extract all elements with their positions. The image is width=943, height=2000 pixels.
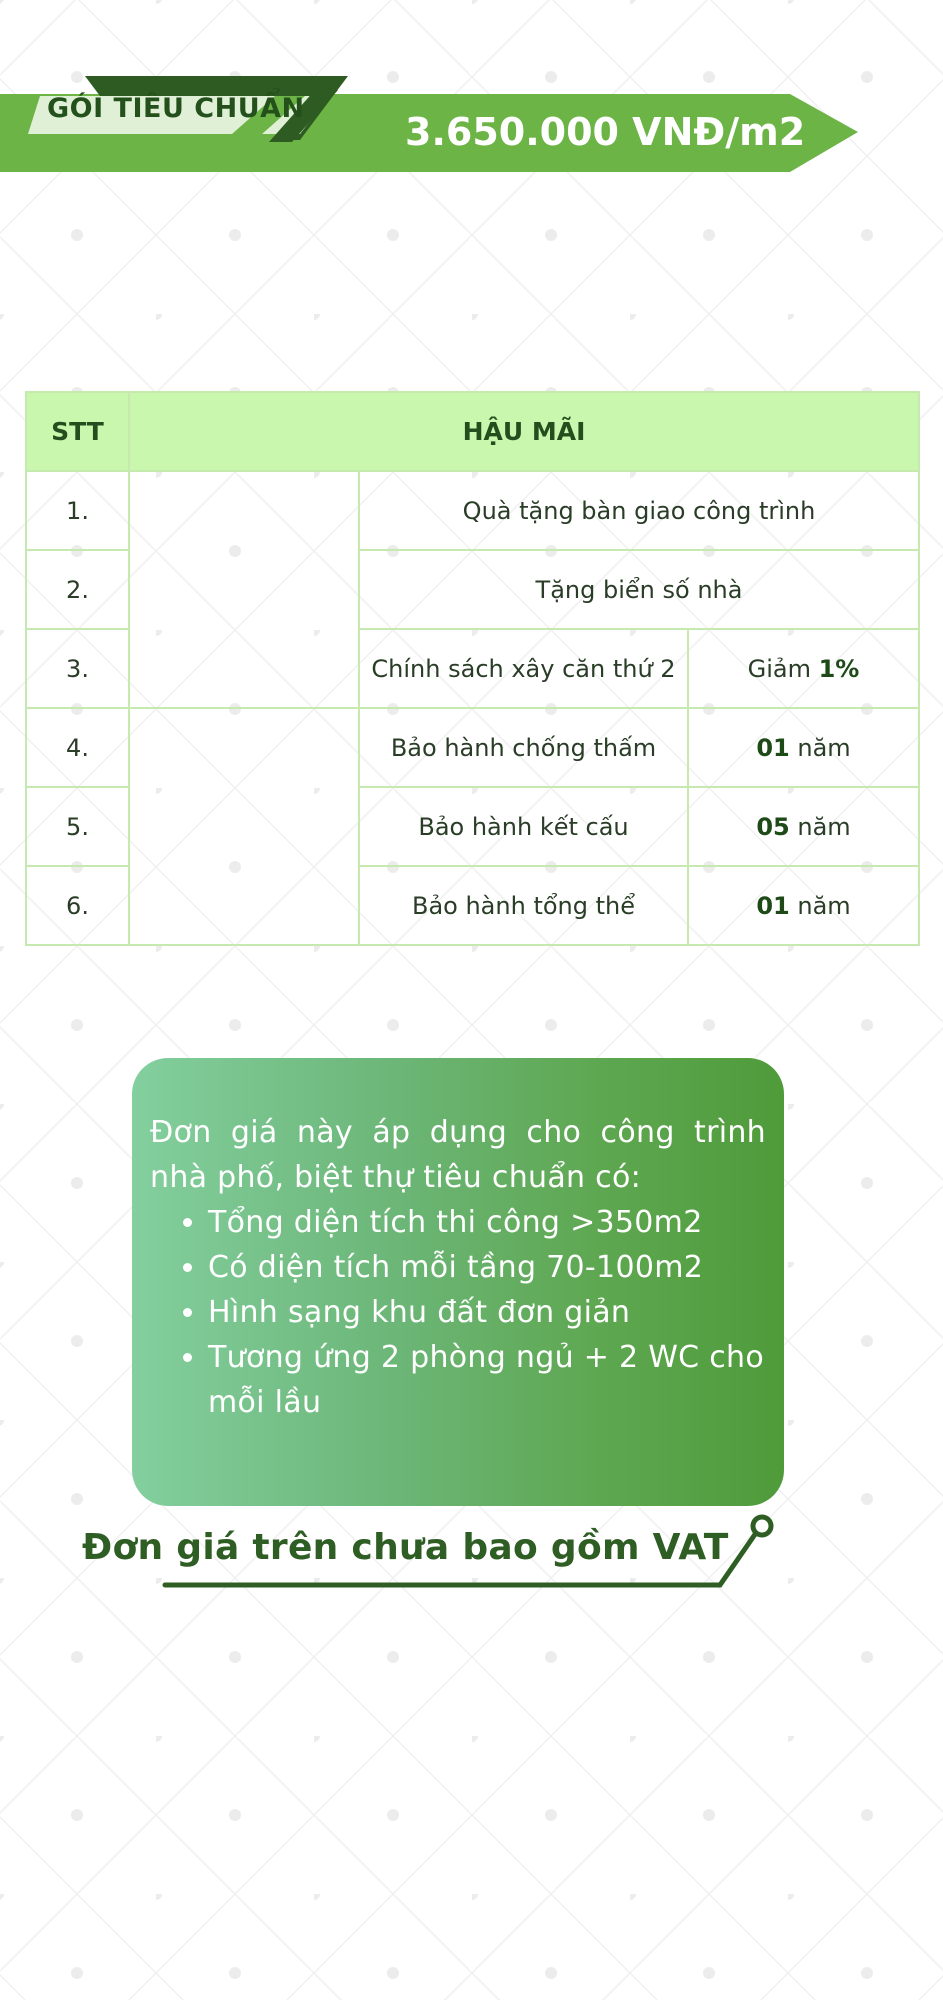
row-stt: 3. <box>26 629 129 708</box>
row-value <box>688 866 919 945</box>
after-sales-table <box>25 391 920 946</box>
list-item: • Hình sạng khu đất đơn giản <box>208 1290 766 1335</box>
group-cell <box>129 471 359 708</box>
table-row <box>26 471 919 550</box>
value-rest: năm <box>789 812 851 841</box>
conditions-card <box>132 1058 784 1506</box>
value-bold: 01 <box>756 891 790 920</box>
row-item: Bảo hành kết cấu <box>359 787 688 866</box>
conditions-intro: Đơn giá này áp dụng cho công trình nhà phố, biệt thự tiêu chuẩn có: <box>150 1115 766 1195</box>
package-name: GÓI TIÊU CHUẨN <box>47 93 305 124</box>
row-value <box>688 629 919 708</box>
value-bold: 05 <box>756 812 790 841</box>
col-title: HẬU MÃI <box>129 392 919 471</box>
row-item: Chính sách xây căn thứ 2 <box>359 629 688 708</box>
col-stt: STT <box>26 392 129 471</box>
group-cell <box>129 708 359 945</box>
row-value <box>688 787 919 866</box>
package-price: 3.650.000 VNĐ/m2 <box>405 110 806 154</box>
row-item: Bảo hành chống thấm <box>359 708 688 787</box>
conditions-list <box>150 1200 766 1425</box>
row-item: Bảo hành tổng thể <box>359 866 688 945</box>
row-stt: 5. <box>26 787 129 866</box>
value-bold: 01 <box>756 733 790 762</box>
vat-note: Đơn giá trên chưa bao gồm VAT <box>82 1527 729 1568</box>
row-item: Tặng biển số nhà <box>359 550 919 629</box>
table-header-row <box>26 392 919 471</box>
value-bold: 1% <box>818 654 860 683</box>
row-stt: 4. <box>26 708 129 787</box>
table-row <box>26 708 919 787</box>
row-value <box>688 708 919 787</box>
row-stt: 2. <box>26 550 129 629</box>
value-rest: năm <box>789 891 851 920</box>
row-item: Quà tặng bàn giao công trình <box>359 471 919 550</box>
list-item: • Tổng diện tích thi công >350m2 <box>208 1200 766 1245</box>
row-stt: 6. <box>26 866 129 945</box>
list-item: • Tương ứng 2 phòng ngủ + 2 WC cho mỗi lầu <box>208 1335 766 1425</box>
list-item: • Có diện tích mỗi tầng 70-100m2 <box>208 1245 766 1290</box>
value-prefix: Giảm <box>747 654 819 683</box>
row-stt: 1. <box>26 471 129 550</box>
value-rest: năm <box>789 733 851 762</box>
